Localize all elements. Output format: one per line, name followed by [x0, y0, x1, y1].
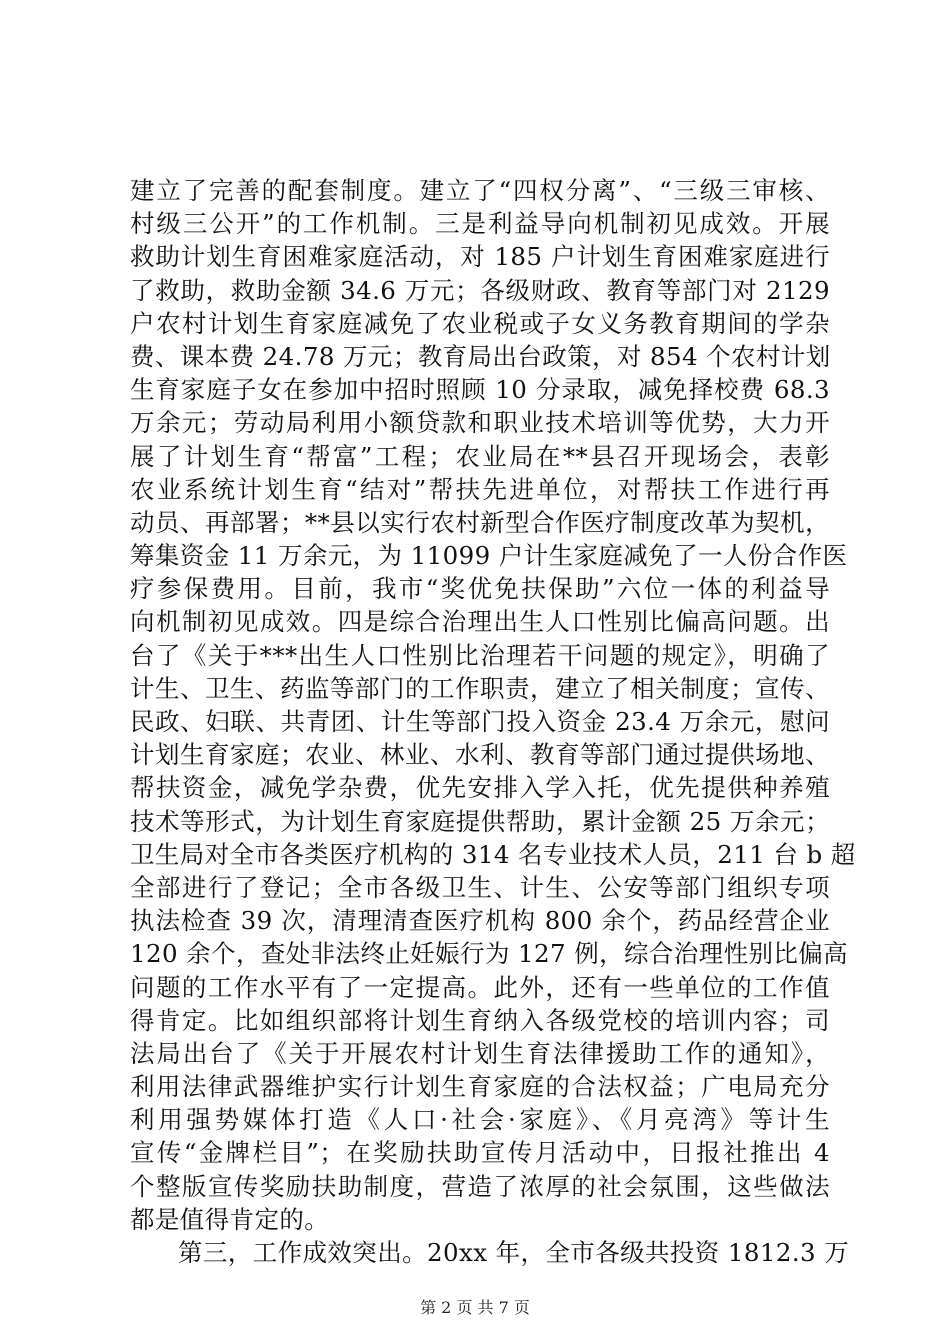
- page-footer: 第 2 页 共 7 页: [420, 1298, 530, 1317]
- text-line: 民政、妇联、共青团、计生等部门投入资金 23.4 万余元，慰问: [130, 707, 830, 736]
- text-line: 宣传“金牌栏目”；在奖励扶助宣传月活动中，日报社推出 4: [130, 1138, 830, 1168]
- text-line: 展了计划生育“帮富”工程；农业局在**县召开现场会，表彰: [130, 441, 830, 471]
- text-line: 得肯定。比如组织部将计划生育纳入各级党校的培训内容；司: [130, 1005, 830, 1035]
- text-line: 利用法律武器维护实行计划生育家庭的合法权益；广电局充分: [130, 1072, 830, 1102]
- text-line: 计划生育家庭；农业、林业、水利、教育等部门通过提供场地、: [130, 740, 830, 770]
- text-line: 疗参保费用。目前，我市“奖优免扶保助”六位一体的利益导: [130, 574, 830, 604]
- text-line: 生育家庭子女在参加中招时照顾 10 分录取，减免择校费 68.3: [130, 375, 830, 405]
- text-line: 了救助，救助金额 34.6 万元；各级财政、教育等部门对 2129: [130, 275, 830, 305]
- text-line: 筹集资金 11 万余元，为 11099 户计生家庭减免了一人份合作医: [130, 541, 848, 571]
- text-line: 卫生局对全市各类医疗机构的 314 名专业技术人员，211 台 b 超: [130, 839, 856, 869]
- text-line: 帮扶资金，减免学杂费，优先安排入学入托，优先提供种养殖: [130, 773, 830, 803]
- text-line: 向机制初见成效。四是综合治理出生人口性别比偏高问题。出: [130, 607, 830, 637]
- text-line: 法局出台了《关于开展农村计划生育法律援助工作的通知》，: [130, 1038, 830, 1068]
- text-line: 计生、卫生、药监等部门的工作职责，建立了相关制度；宣传、: [130, 673, 830, 703]
- text-line: 个整版宣传奖励扶助制度，营造了浓厚的社会氛围，这些做法: [130, 1171, 830, 1201]
- text-line: 建立了完善的配套制度。建立了“四权分离”、“三级三审核、: [130, 176, 830, 205]
- body-text: [130, 174, 856, 1269]
- text-line: 万余元；劳动局利用小额贷款和职业技术培训等优势，大力开: [130, 408, 830, 438]
- text-line: 技术等形式，为计划生育家庭提供帮助，累计金额 25 万余元；: [130, 806, 830, 836]
- text-line: 救助计划生育困难家庭活动，对 185 户计划生育困难家庭进行: [130, 242, 830, 272]
- text-line: 问题的工作水平有了一定提高。此外，还有一些单位的工作值: [130, 972, 830, 1002]
- text-line-paragraph-start: 第三，工作成效突出。20xx 年，全市各级共投资 1812.3 万: [178, 1238, 850, 1267]
- text-line-paragraph-end: 都是值得肯定的。: [130, 1204, 330, 1234]
- text-line: 费、课本费 24.78 万元；教育局出台政策，对 854 个农村计划: [130, 341, 831, 371]
- text-line: 利用强势媒体打造《人口·社会·家庭》、《月亮湾》等计生: [130, 1105, 830, 1135]
- text-line: 村级三公开”的工作机制。三是利益导向机制初见成效。开展: [130, 209, 830, 239]
- text-line: 台了《关于***出生人口性别比治理若干问题的规定》，明确了: [130, 640, 830, 670]
- text-line: 动员、再部署；**县以实行农村新型合作医疗制度改革为契机，: [130, 507, 830, 537]
- text-line: 120 余个，查处非法终止妊娠行为 127 例，综合治理性别比偏高: [130, 939, 849, 969]
- text-line: 户农村计划生育家庭减免了农业税或子女义务教育期间的学杂: [130, 308, 830, 338]
- text-line: 全部进行了登记；全市各级卫生、计生、公安等部门组织专项: [130, 872, 830, 902]
- text-line: 执法检查 39 次，清理清查医疗机构 800 余个，药品经营企业: [130, 906, 830, 936]
- text-line: 农业系统计划生育“结对”帮扶先进单位，对帮扶工作进行再: [130, 474, 830, 504]
